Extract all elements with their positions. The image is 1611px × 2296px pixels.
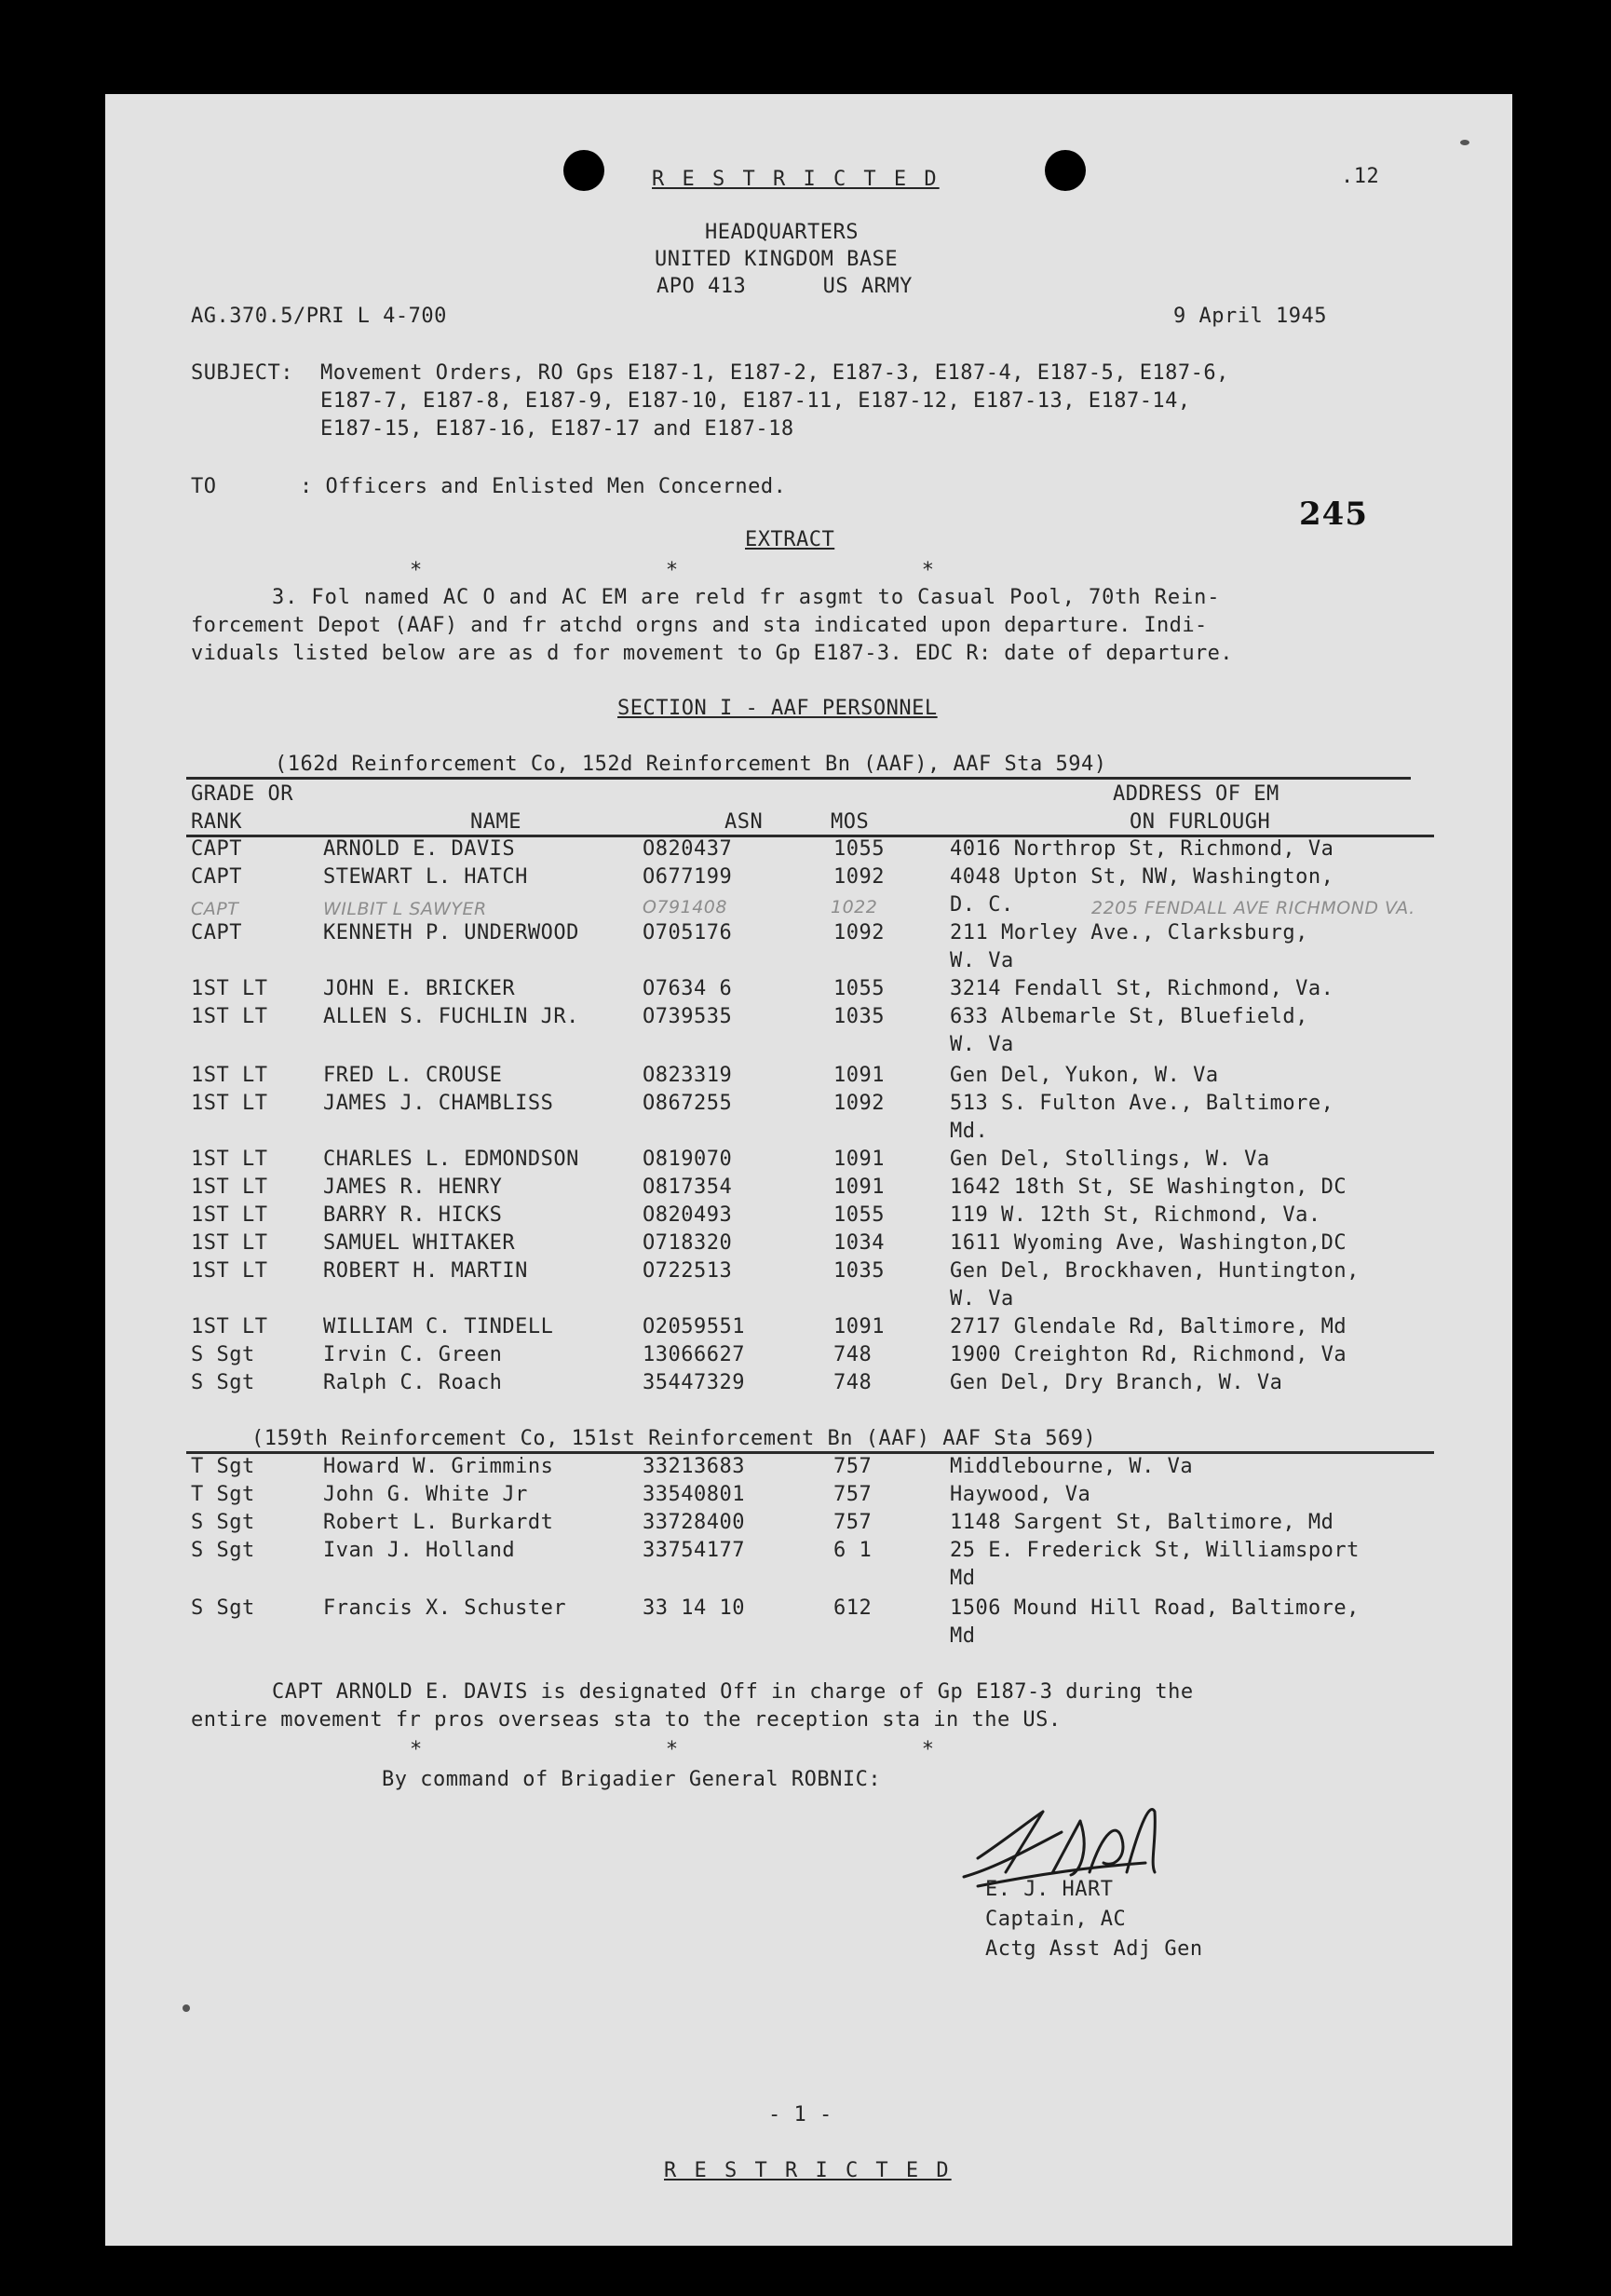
- row-name: Ivan J. Holland: [323, 1539, 516, 1562]
- row-mos: 1092: [833, 865, 885, 889]
- paragraph-3-line-1: 3. Fol named AC O and AC EM are reld fr asgmt to Casual Pool, 70th Rein-: [272, 586, 1221, 609]
- row-asn: O817354: [643, 1175, 733, 1199]
- row-mos: 1034: [833, 1231, 885, 1255]
- row-address: Middlebourne, W. Va: [950, 1455, 1194, 1478]
- row-mos: 1091: [833, 1148, 885, 1171]
- hq-line-1: HEADQUARTERS: [705, 221, 859, 244]
- col-grade-2: RANK: [191, 810, 242, 834]
- row-grade: CAPT: [191, 837, 242, 861]
- row-asn: 33213683: [643, 1455, 745, 1478]
- row-address: D. C.: [950, 893, 1014, 917]
- speck: [183, 2004, 190, 2012]
- closing-line-1: CAPT ARNOLD E. DAVIS is designated Off in charge of Gp E187-3 during the: [272, 1680, 1194, 1704]
- row-asn: O819070: [643, 1148, 733, 1171]
- row-asn: 33 14 10: [643, 1596, 745, 1620]
- row-name: Howard W. Grimmins: [323, 1455, 554, 1478]
- signature-name: E. J. HART: [985, 1878, 1114, 1901]
- file-reference: AG.370.5/PRI L 4-700: [191, 305, 447, 328]
- row-name: Ralph C. Roach: [323, 1371, 503, 1394]
- col-name: NAME: [470, 810, 521, 834]
- row-address: Gen Del, Dry Branch, W. Va: [950, 1371, 1283, 1394]
- row-address: 25 E. Frederick St, Williamsport: [950, 1539, 1360, 1562]
- col-mos: MOS: [831, 810, 870, 834]
- row-name: JAMES J. CHAMBLISS: [323, 1092, 554, 1115]
- section-title: SECTION I - AAF PERSONNEL: [617, 697, 938, 720]
- row-address: Haywood, Va: [950, 1483, 1091, 1506]
- row-name: SAMUEL WHITAKER: [323, 1231, 516, 1255]
- pencil-asn: O791408: [643, 897, 727, 917]
- row-grade: 1ST LT: [191, 1175, 268, 1199]
- row-mos: 1055: [833, 1203, 885, 1227]
- row-address: Md: [950, 1624, 976, 1648]
- hq-line-2: UNITED KINGDOM BASE: [655, 248, 899, 271]
- row-address: Md: [950, 1567, 976, 1590]
- signature-title: Actg Asst Adj Gen: [985, 1937, 1203, 1961]
- subject-label: SUBJECT:: [191, 361, 293, 385]
- subject-line-1: Movement Orders, RO Gps E187-1, E187-2, E187-3, E187-4, E187-5, E187-6,: [320, 361, 1229, 385]
- row-asn: O677199: [643, 865, 733, 889]
- row-address: 2717 Glendale Rd, Baltimore, Md: [950, 1315, 1347, 1338]
- row-address: Gen Del, Stollings, W. Va: [950, 1148, 1270, 1171]
- row-grade: S Sgt: [191, 1371, 255, 1394]
- row-address: Gen Del, Brockhaven, Huntington,: [950, 1259, 1360, 1283]
- col-grade-1: GRADE OR: [191, 782, 293, 806]
- row-asn: 33754177: [643, 1539, 745, 1562]
- row-mos: 6 1: [833, 1539, 873, 1562]
- row-mos: 748: [833, 1343, 873, 1366]
- row-name: CHARLES L. EDMONDSON: [323, 1148, 579, 1171]
- row-mos: 748: [833, 1371, 873, 1394]
- row-name: STEWART L. HATCH: [323, 865, 528, 889]
- paragraph-3-line-2: forcement Depot (AAF) and fr atchd orgns and sta indicated upon departure. Indi-: [191, 614, 1208, 637]
- pencil-address: 2205 FENDALL AVE RICHMOND VA.: [1091, 898, 1415, 918]
- document-page: [105, 94, 1512, 2246]
- rule-top: [186, 777, 1411, 780]
- row-asn: O705176: [643, 921, 733, 944]
- row-name: ALLEN S. FUCHLIN JR.: [323, 1005, 579, 1028]
- row-name: JAMES R. HENRY: [323, 1175, 503, 1199]
- row-address: 1642 18th St, SE Washington, DC: [950, 1175, 1347, 1199]
- extract-title: EXTRACT: [745, 528, 835, 551]
- row-name: ARNOLD E. DAVIS: [323, 837, 516, 861]
- row-address: 633 Albemarle St, Bluefield,: [950, 1005, 1308, 1028]
- row-asn: 35447329: [643, 1371, 745, 1394]
- row-mos: 1091: [833, 1064, 885, 1087]
- punch-hole-left: [563, 150, 604, 191]
- row-name: BARRY R. HICKS: [323, 1203, 503, 1227]
- row-asn: O820437: [643, 837, 733, 861]
- hq-line-3: APO 413 US ARMY: [657, 275, 913, 298]
- row-name: KENNETH P. UNDERWOOD: [323, 921, 579, 944]
- row-name: John G. White Jr: [323, 1483, 528, 1506]
- row-name: FRED L. CROUSE: [323, 1064, 503, 1087]
- row-name: ROBERT H. MARTIN: [323, 1259, 528, 1283]
- speck: [1460, 140, 1469, 145]
- unit-heading-2: (159th Reinforcement Co, 151st Reinforcement Bn (AAF) AAF Sta 569): [251, 1427, 1097, 1450]
- col-address-1: ADDRESS OF EM: [1113, 782, 1279, 806]
- row-address: 3214 Fendall St, Richmond, Va.: [950, 977, 1334, 1000]
- row-mos: 1091: [833, 1315, 885, 1338]
- row-grade: 1ST LT: [191, 1231, 268, 1255]
- row-grade: 1ST LT: [191, 1092, 268, 1115]
- row-grade: T Sgt: [191, 1455, 255, 1478]
- subject-line-2: E187-7, E187-8, E187-9, E187-10, E187-11, E187-12, E187-13, E187-14,: [320, 389, 1191, 413]
- row-asn: O739535: [643, 1005, 733, 1028]
- row-asn: O718320: [643, 1231, 733, 1255]
- row-asn: 33540801: [643, 1483, 745, 1506]
- row-grade: 1ST LT: [191, 1005, 268, 1028]
- row-mos: 1035: [833, 1259, 885, 1283]
- row-asn: O820493: [643, 1203, 733, 1227]
- row-address: 1611 Wyoming Ave, Washington,DC: [950, 1231, 1347, 1255]
- command-line: By command of Brigadier General ROBNIC:: [382, 1768, 882, 1791]
- row-grade: 1ST LT: [191, 1259, 268, 1283]
- row-asn: 13066627: [643, 1343, 745, 1366]
- row-address: 4016 Northrop St, Richmond, Va: [950, 837, 1334, 861]
- row-grade: 1ST LT: [191, 1148, 268, 1171]
- document-date: 9 April 1945: [1173, 305, 1327, 328]
- row-asn: O823319: [643, 1064, 733, 1087]
- page-number: - 1 -: [768, 2103, 833, 2126]
- row-mos: 757: [833, 1483, 873, 1506]
- row-mos: 1035: [833, 1005, 885, 1028]
- row-name: Robert L. Burkardt: [323, 1511, 554, 1534]
- row-name: Irvin C. Green: [323, 1343, 503, 1366]
- row-address: Md.: [950, 1120, 989, 1143]
- unit-heading-1: (162d Reinforcement Co, 152d Reinforcement Bn (AAF), AAF Sta 594): [275, 753, 1107, 776]
- row-address: 513 S. Fulton Ave., Baltimore,: [950, 1092, 1334, 1115]
- row-mos: 1055: [833, 977, 885, 1000]
- row-address: 211 Morley Ave., Clarksburg,: [950, 921, 1308, 944]
- restricted-top: R E S T R I C T E D: [652, 168, 940, 191]
- restricted-bottom: R E S T R I C T E D: [664, 2159, 952, 2182]
- row-mos: 1092: [833, 921, 885, 944]
- pencil-name: WILBIT L SAWYER: [323, 899, 487, 919]
- row-address: Gen Del, Yukon, W. Va: [950, 1064, 1219, 1087]
- row-grade: S Sgt: [191, 1511, 255, 1534]
- row-mos: 1091: [833, 1175, 885, 1199]
- row-address: W. Va: [950, 1287, 1014, 1311]
- closing-line-2: entire movement fr pros overseas sta to the reception sta in the US.: [191, 1708, 1062, 1732]
- row-mos: 757: [833, 1511, 873, 1534]
- row-grade: 1ST LT: [191, 1203, 268, 1227]
- to-text: : Officers and Enlisted Men Concerned.: [300, 475, 787, 498]
- row-grade: CAPT: [191, 865, 242, 889]
- row-grade: 1ST LT: [191, 1064, 268, 1087]
- col-address-2: ON FURLOUGH: [1130, 810, 1271, 834]
- punch-hole-right: [1045, 150, 1086, 191]
- col-asn: ASN: [724, 810, 764, 834]
- star-row-2: * * *: [410, 1738, 935, 1761]
- pencil-grade: CAPT: [191, 899, 239, 919]
- subject-line-3: E187-15, E187-16, E187-17 and E187-18: [320, 417, 794, 441]
- row-grade: S Sgt: [191, 1539, 255, 1562]
- row-grade: 1ST LT: [191, 1315, 268, 1338]
- row-grade: CAPT: [191, 921, 242, 944]
- row-address: 1506 Mound Hill Road, Baltimore,: [950, 1596, 1360, 1620]
- row-name: JOHN E. BRICKER: [323, 977, 516, 1000]
- page-marker: .12: [1341, 165, 1380, 188]
- pencil-mos: 1022: [831, 897, 878, 917]
- row-address: 1148 Sargent St, Baltimore, Md: [950, 1511, 1334, 1534]
- row-mos: 1092: [833, 1092, 885, 1115]
- row-asn: O867255: [643, 1092, 733, 1115]
- row-address: W. Va: [950, 1033, 1014, 1056]
- row-address: 119 W. 12th St, Richmond, Va.: [950, 1203, 1321, 1227]
- row-address: W. Va: [950, 949, 1014, 972]
- row-asn: O722513: [643, 1259, 733, 1283]
- row-mos: 1055: [833, 837, 885, 861]
- row-mos: 757: [833, 1455, 873, 1478]
- row-grade: T Sgt: [191, 1483, 255, 1506]
- row-mos: 612: [833, 1596, 873, 1620]
- paragraph-3-line-3: viduals listed below are as d for movement to Gp E187-3. EDC R: date of departure.: [191, 642, 1233, 665]
- row-name: Francis X. Schuster: [323, 1596, 567, 1620]
- star-row-1: * * *: [410, 559, 935, 582]
- row-grade: S Sgt: [191, 1343, 255, 1366]
- row-asn: O7634 6: [643, 977, 733, 1000]
- stamp-number: 245: [1299, 496, 1368, 533]
- row-asn: 33728400: [643, 1511, 745, 1534]
- row-asn: O2059551: [643, 1315, 745, 1338]
- row-address: 4048 Upton St, NW, Washington,: [950, 865, 1334, 889]
- row-address: 1900 Creighton Rd, Richmond, Va: [950, 1343, 1347, 1366]
- signature-rank: Captain, AC: [985, 1908, 1127, 1931]
- row-grade: S Sgt: [191, 1596, 255, 1620]
- row-grade: 1ST LT: [191, 977, 268, 1000]
- row-name: WILLIAM C. TINDELL: [323, 1315, 554, 1338]
- to-label: TO: [191, 475, 217, 498]
